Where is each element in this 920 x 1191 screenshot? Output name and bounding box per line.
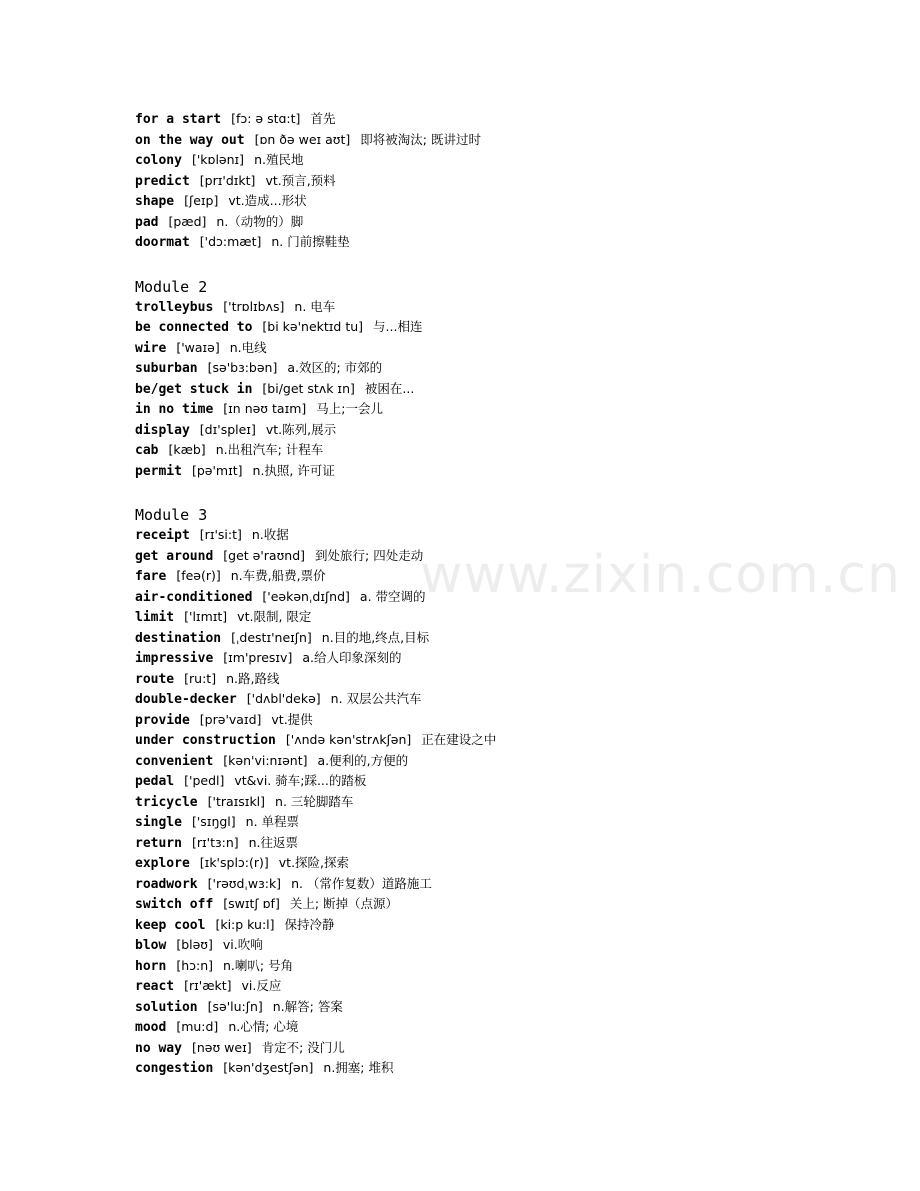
vocab-meaning: n.心情; 心境 — [228, 1019, 299, 1034]
vocab-entry — [135, 710, 895, 731]
vocab-meaning: n.路,路线 — [226, 670, 280, 686]
vocab-meaning: vt.陈列,展示 — [265, 421, 337, 437]
vocab-entry — [135, 1038, 895, 1059]
vocab-phonetic: [bi/get stʌk ɪn] — [262, 380, 355, 396]
vocab-phonetic: ['waɪə] — [176, 339, 220, 355]
vocab-word: get around — [135, 548, 214, 564]
vocab-phonetic: ['pedl] — [184, 773, 225, 788]
vocab-meaning: vt.预言,预料 — [265, 172, 336, 188]
vocab-phonetic: [rɪ'tɜ:n] — [191, 834, 239, 850]
vocab-entry — [135, 935, 895, 956]
vocab-meaning: 关上; 断掉（点源） — [289, 896, 399, 911]
vocab-entry — [135, 771, 895, 792]
vocab-meaning: vi.吹响 — [222, 937, 263, 952]
vocab-phonetic: [pə'mɪt] — [191, 462, 243, 478]
vocab-word: air-conditioned — [135, 589, 253, 605]
vocab-meaning: 肯定不; 没门儿 — [261, 1039, 345, 1055]
vocab-entry — [135, 461, 895, 482]
vocab-phonetic: ['dɔ:mæt] — [199, 234, 262, 249]
vocab-entry — [135, 792, 895, 813]
vocab-meaning: n.出租汽车; 计程车 — [215, 442, 324, 457]
vocab-phonetic: [mu:d] — [176, 1019, 219, 1034]
vocab-meaning: a.便利的,方便的 — [317, 752, 409, 768]
vocab-entry — [135, 317, 895, 338]
vocab-entry — [135, 628, 895, 649]
vocab-phonetic: ['ʌndə kən'strʌkʃən] — [285, 732, 412, 747]
vocab-meaning: 到处旅行; 四处走动 — [315, 547, 424, 563]
vocab-entry — [135, 1017, 895, 1038]
vocab-word: for a start — [135, 112, 222, 127]
vocab-word: blow — [135, 938, 167, 953]
vocab-entry — [135, 358, 895, 379]
vocab-meaning: a.给人印象深刻的 — [302, 650, 402, 665]
vocab-word: display — [135, 422, 190, 438]
vocab-word: receipt — [135, 528, 190, 543]
vocab-entry — [135, 399, 895, 420]
vocab-meaning: n.喇叭; 号角 — [223, 957, 294, 973]
vocab-phonetic: [ru:t] — [184, 670, 217, 686]
vocab-entry — [135, 232, 895, 253]
vocabulary-page — [135, 109, 895, 1079]
vocab-meaning: n.（动物的）脚 — [216, 213, 304, 229]
vocab-entry — [135, 440, 895, 461]
vocab-phonetic: [ki:p ku:l] — [215, 916, 275, 932]
vocab-meaning: n.目的地,终点,目标 — [321, 629, 430, 645]
vocab-word: react — [135, 979, 175, 994]
vocab-meaning: n.车费,船费,票价 — [230, 568, 326, 583]
vocab-word: shape — [135, 194, 175, 209]
vocab-section — [135, 505, 895, 1079]
vocab-meaning: n.电线 — [229, 339, 267, 355]
vocab-phonetic: [fɔ: ə stɑ:t] — [231, 111, 301, 126]
vocab-entry — [135, 150, 895, 171]
vocab-entry — [135, 853, 895, 874]
vocab-meaning: 保持冷静 — [284, 916, 335, 932]
vocab-phonetic: [bləʊ] — [176, 937, 213, 952]
vocab-phonetic: [kən'vi:nɪənt] — [223, 752, 308, 768]
vocab-section — [135, 109, 895, 253]
vocab-entry — [135, 874, 895, 895]
vocab-meaning: n. 电车 — [294, 298, 336, 314]
vocab-phonetic: [sə'lu:ʃn] — [207, 998, 263, 1014]
vocab-entry — [135, 669, 895, 690]
vocab-word: horn — [135, 958, 167, 974]
vocab-meaning: n.执照, 许可证 — [252, 462, 335, 478]
vocab-word: cab — [135, 443, 159, 458]
vocab-entry — [135, 525, 895, 546]
vocab-entry — [135, 1058, 895, 1079]
vocab-entry — [135, 587, 895, 608]
vocab-phonetic: [ɪm'presɪv] — [223, 650, 293, 665]
vocab-word: limit — [135, 610, 175, 625]
vocab-meaning: n. 双层公共汽车 — [330, 691, 422, 706]
vocab-phonetic: ['traɪsɪkl] — [207, 793, 266, 809]
vocab-meaning: n.拥塞; 堆积 — [323, 1060, 394, 1075]
vocab-meaning: n.解答; 答案 — [272, 998, 343, 1014]
vocab-meaning: 被困在... — [364, 380, 415, 396]
vocab-meaning: 马上;一会儿 — [316, 401, 383, 416]
vocab-meaning: 正在建设之中 — [421, 732, 497, 747]
vocab-section — [135, 277, 895, 482]
vocab-meaning: n.往返票 — [248, 834, 299, 850]
vocab-phonetic: [bi kə'nektɪd tu] — [262, 319, 364, 334]
vocab-word: return — [135, 835, 182, 851]
vocab-word: trolleybus — [135, 299, 214, 315]
vocab-phonetic: [pæd] — [168, 213, 207, 229]
vocab-meaning: n. 门前擦鞋垫 — [271, 234, 350, 249]
vocab-phonetic: [kæb] — [168, 442, 206, 457]
vocab-phonetic: [dɪ'spleɪ] — [199, 421, 256, 437]
vocab-word: be/get stuck in — [135, 381, 253, 397]
vocab-entry — [135, 648, 895, 669]
vocab-phonetic: [rɪ'si:t] — [199, 527, 242, 542]
vocab-word: doormat — [135, 235, 190, 250]
vocab-phonetic: [kən'dʒestʃən] — [223, 1060, 314, 1075]
vocab-word: mood — [135, 1020, 167, 1035]
vocab-word: provide — [135, 712, 190, 728]
vocab-meaning: 与...相连 — [373, 319, 423, 334]
vocab-entry — [135, 997, 895, 1018]
vocab-entry — [135, 379, 895, 400]
vocab-meaning: n. （常作复数）道路施工 — [291, 875, 432, 891]
vocab-phonetic: [ɒn ðə weɪ aʊt] — [254, 131, 351, 147]
vocab-entry — [135, 915, 895, 936]
vocab-entry — [135, 212, 895, 233]
vocab-word: be connected to — [135, 320, 253, 335]
vocab-word: pad — [135, 214, 159, 230]
vocab-meaning: vt.探险,探索 — [278, 855, 350, 870]
vocab-entry — [135, 171, 895, 192]
vocab-word: congestion — [135, 1061, 214, 1076]
vocab-entry — [135, 566, 895, 587]
vocab-phonetic: [prə'vaɪd] — [199, 711, 262, 727]
vocab-word: no way — [135, 1040, 182, 1056]
vocab-word: route — [135, 671, 175, 687]
vocab-phonetic: ['kɒlənɪ] — [191, 152, 245, 167]
vocab-entry — [135, 976, 895, 997]
vocab-word: fare — [135, 569, 167, 584]
vocab-phonetic: ['lɪmɪt] — [184, 609, 228, 624]
vocab-word: tricycle — [135, 794, 198, 810]
vocab-word: pedal — [135, 774, 175, 789]
vocab-meaning: vt.提供 — [271, 711, 313, 727]
vocab-phonetic: [ɪn nəʊ taɪm] — [223, 401, 307, 416]
vocab-word: predict — [135, 173, 190, 189]
vocab-word: destination — [135, 630, 222, 646]
vocab-phonetic: ['sɪŋgl] — [191, 814, 236, 829]
vocab-entry — [135, 833, 895, 854]
module-heading: Module 3 — [135, 506, 208, 524]
vocab-phonetic: [prɪ'dɪkt] — [199, 172, 256, 188]
vocab-entry — [135, 130, 895, 151]
vocab-word: colony — [135, 153, 182, 168]
vocab-phonetic: [nəʊ weɪ] — [191, 1039, 252, 1055]
vocab-meaning: n.殖民地 — [254, 152, 304, 167]
vocab-phonetic: [sə'bɜ:bən] — [207, 360, 278, 375]
vocab-meaning: n.收据 — [251, 527, 289, 542]
vocab-word: in no time — [135, 402, 214, 417]
vocab-entry — [135, 689, 895, 710]
vocab-entry — [135, 191, 895, 212]
vocab-meaning: vt.造成...形状 — [228, 193, 307, 208]
vocab-entry — [135, 420, 895, 441]
vocab-word: explore — [135, 856, 190, 871]
vocab-entry — [135, 607, 895, 628]
vocab-word: keep cool — [135, 917, 206, 933]
vocab-meaning: 首先 — [310, 111, 336, 126]
vocab-meaning: n. 单程票 — [245, 814, 300, 829]
vocab-word: single — [135, 815, 182, 830]
vocab-meaning: vi.反应 — [241, 978, 282, 993]
watermark: www.zixin.com.cn — [420, 545, 901, 605]
vocab-entry — [135, 956, 895, 977]
vocab-phonetic: [ʃeɪp] — [184, 193, 219, 208]
vocab-phonetic: ['eəkənˌdɪʃnd] — [262, 588, 350, 604]
vocab-meaning: 即将被淘汰; 既讲过时 — [360, 131, 481, 147]
vocab-meaning: vt.限制, 限定 — [237, 609, 312, 624]
vocab-word: under construction — [135, 733, 276, 748]
vocab-phonetic: [get ə'raʊnd] — [223, 547, 306, 563]
vocab-word: wire — [135, 340, 167, 356]
vocab-word: permit — [135, 463, 182, 479]
vocab-phonetic: [ɪk'splɔ:(r)] — [199, 855, 269, 870]
vocab-word: solution — [135, 999, 198, 1015]
module-heading: Module 2 — [135, 277, 208, 296]
vocab-phonetic: [ˌdestɪ'neɪʃn] — [231, 629, 312, 645]
vocab-phonetic: [hɔ:n] — [176, 957, 213, 973]
vocab-word: convenient — [135, 753, 214, 769]
vocab-entry — [135, 751, 895, 772]
vocab-meaning: a. 带空调的 — [359, 588, 426, 604]
vocab-meaning: n. 三轮脚踏车 — [275, 793, 354, 809]
vocab-phonetic: ['trɒlɪbʌs] — [223, 298, 285, 314]
vocab-phonetic: [rɪ'ækt] — [184, 978, 232, 993]
vocab-word: on the way out — [135, 132, 245, 148]
vocab-entry — [135, 730, 895, 751]
vocab-entry — [135, 297, 895, 318]
vocab-entry — [135, 894, 895, 915]
vocab-word: suburban — [135, 361, 198, 376]
vocab-phonetic: ['dʌbl'dekə] — [246, 691, 321, 706]
vocab-entry — [135, 109, 895, 130]
vocab-meaning: vt&vi. 骑车;踩...的踏板 — [234, 773, 367, 788]
vocab-phonetic: [feə(r)] — [176, 568, 221, 583]
vocab-entry — [135, 546, 895, 567]
vocab-word: double-decker — [135, 692, 237, 707]
vocab-phonetic: [swɪtʃ ɒf] — [223, 896, 280, 911]
vocab-entry — [135, 812, 895, 833]
vocab-word: switch off — [135, 897, 214, 912]
vocab-word: impressive — [135, 651, 214, 666]
vocab-entry — [135, 338, 895, 359]
vocab-meaning: a.效区的; 市郊的 — [287, 360, 383, 375]
vocab-word: roadwork — [135, 876, 198, 892]
vocab-phonetic: ['rəʊdˌwɜ:k] — [207, 875, 282, 891]
